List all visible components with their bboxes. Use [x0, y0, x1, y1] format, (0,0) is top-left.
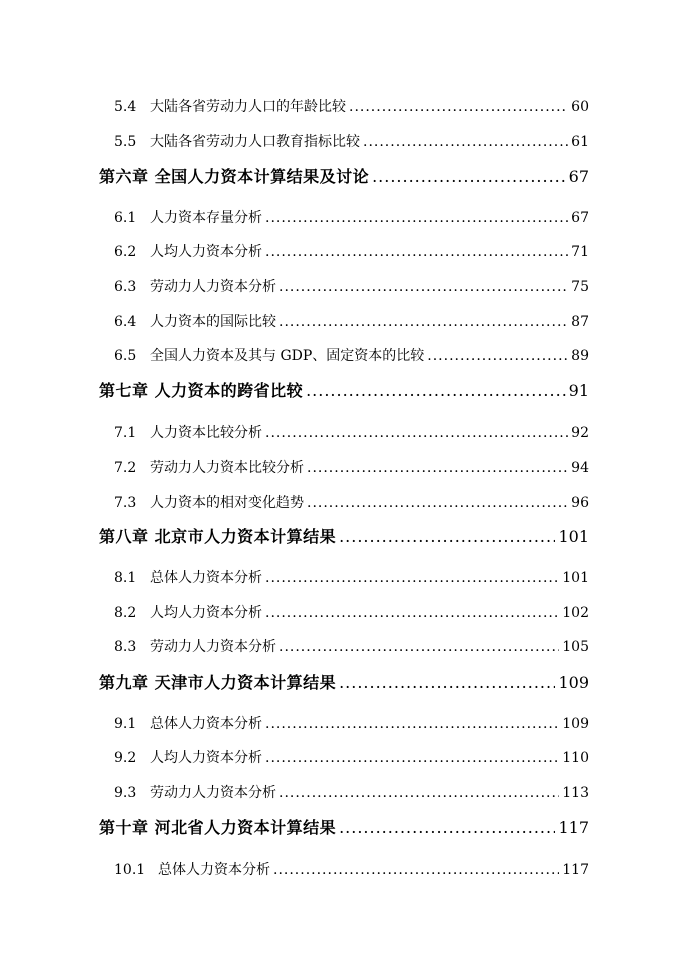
section-number: 6.2 — [114, 244, 137, 260]
section-title: 劳动力人力资本分析 — [150, 639, 276, 655]
section-number: 6.5 — [114, 348, 137, 364]
dot-leader — [265, 244, 568, 260]
dot-leader — [307, 460, 568, 476]
section-title: 大陆各省劳动力人口的年龄比较 — [150, 99, 346, 115]
toc-entry-8-1[interactable] — [114, 567, 589, 587]
dot-leader — [273, 862, 559, 878]
dot-leader — [265, 210, 568, 226]
section-number: 9.3 — [114, 785, 137, 801]
dot-leader — [265, 750, 559, 766]
dot-leader — [279, 314, 568, 330]
section-title: 劳动力人力资本比较分析 — [150, 460, 304, 476]
section-number: 9.2 — [114, 750, 137, 766]
page-number: 92 — [571, 425, 589, 441]
page-number: 67 — [571, 210, 589, 226]
dot-leader — [265, 425, 568, 441]
section-title: 全国人力资本及其与 GDP、固定资本的比较 — [150, 348, 425, 364]
toc-entry-6-5[interactable] — [114, 345, 589, 365]
chapter-title: 第七章 人力资本的跨省比较 — [99, 381, 304, 400]
dot-leader — [306, 381, 566, 400]
toc-entry-7-2[interactable] — [114, 457, 589, 477]
page-number: 67 — [568, 167, 589, 186]
chapter-title: 第九章 天津市人力资本计算结果 — [99, 673, 337, 692]
toc-entry-6-4[interactable] — [114, 311, 589, 331]
page-number: 94 — [571, 460, 589, 476]
toc-entry-9-2[interactable] — [114, 747, 589, 767]
dot-leader — [279, 785, 559, 801]
toc-entry-8-2[interactable] — [114, 602, 589, 622]
toc-chapter-8[interactable] — [99, 524, 589, 547]
dot-leader — [339, 673, 555, 692]
section-number: 8.3 — [114, 639, 137, 655]
toc-entry-7-1[interactable] — [114, 422, 589, 442]
dot-leader — [427, 348, 568, 364]
section-number: 7.3 — [114, 495, 137, 511]
page-number: 110 — [562, 750, 589, 766]
dot-leader — [339, 527, 555, 546]
section-number: 7.2 — [114, 460, 137, 476]
page-number: 61 — [571, 134, 589, 150]
toc-entry-9-1[interactable] — [114, 713, 589, 733]
chapter-title: 第六章 全国人力资本计算结果及讨论 — [99, 167, 370, 186]
section-title: 人力资本的国际比较 — [150, 314, 276, 330]
toc-entry-8-3[interactable] — [114, 636, 589, 656]
section-number: 10.1 — [114, 862, 146, 878]
toc-chapter-9[interactable] — [99, 670, 589, 693]
dot-leader — [363, 134, 568, 150]
section-number: 5.5 — [114, 134, 137, 150]
section-title: 人力资本的相对变化趋势 — [150, 495, 304, 511]
page-number: 96 — [571, 495, 589, 511]
section-title: 人均人力资本分析 — [150, 750, 262, 766]
section-number: 6.4 — [114, 314, 137, 330]
page-number: 109 — [562, 716, 589, 732]
page-number: 71 — [571, 244, 589, 260]
toc-entry-7-3[interactable] — [114, 492, 589, 512]
toc-chapter-10[interactable] — [99, 815, 589, 838]
section-title: 劳动力人力资本分析 — [150, 785, 276, 801]
page-number: 113 — [562, 785, 589, 801]
toc-chapter-6[interactable] — [99, 164, 589, 187]
page-number: 101 — [562, 570, 589, 586]
section-number: 7.1 — [114, 425, 137, 441]
toc-entry-6-1[interactable] — [114, 207, 589, 227]
dot-leader — [339, 818, 555, 837]
dot-leader — [279, 279, 568, 295]
chapter-title: 第十章 河北省人力资本计算结果 — [99, 818, 337, 837]
toc-entry-10-1[interactable] — [114, 859, 589, 879]
section-number: 8.1 — [114, 570, 137, 586]
page-number: 101 — [558, 527, 589, 546]
section-number: 6.1 — [114, 210, 137, 226]
dot-leader — [372, 167, 566, 186]
toc-entry-5-5[interactable] — [114, 131, 589, 151]
section-number: 8.2 — [114, 605, 137, 621]
section-title: 总体人力资本分析 — [158, 862, 270, 878]
toc-entry-9-3[interactable] — [114, 782, 589, 802]
chapter-title: 第八章 北京市人力资本计算结果 — [99, 527, 337, 546]
dot-leader — [349, 99, 568, 115]
dot-leader — [265, 570, 559, 586]
page-number: 75 — [571, 279, 589, 295]
page-number: 87 — [571, 314, 589, 330]
toc-chapter-7[interactable] — [99, 378, 589, 401]
dot-leader — [279, 639, 559, 655]
section-title: 总体人力资本分析 — [150, 570, 262, 586]
section-number: 6.3 — [114, 279, 137, 295]
page-number: 91 — [568, 381, 589, 400]
section-title: 劳动力人力资本分析 — [150, 279, 276, 295]
section-title: 人力资本比较分析 — [150, 425, 262, 441]
section-title: 人均人力资本分析 — [150, 244, 262, 260]
dot-leader — [265, 605, 559, 621]
toc-entry-6-2[interactable] — [114, 241, 589, 261]
section-title: 人均人力资本分析 — [150, 605, 262, 621]
page-number: 105 — [562, 639, 589, 655]
page-number: 102 — [562, 605, 589, 621]
page-number: 60 — [571, 99, 589, 115]
page-number: 89 — [571, 348, 589, 364]
page-number: 117 — [562, 862, 589, 878]
section-number: 5.4 — [114, 99, 137, 115]
section-title: 大陆各省劳动力人口教育指标比较 — [150, 134, 360, 150]
page-number: 117 — [558, 818, 589, 837]
dot-leader — [307, 495, 568, 511]
page-number: 109 — [558, 673, 589, 692]
toc-entry-6-3[interactable] — [114, 276, 589, 296]
section-title: 总体人力资本分析 — [150, 716, 262, 732]
section-number: 9.1 — [114, 716, 137, 732]
toc-entry-5-4[interactable] — [114, 96, 589, 116]
section-title: 人力资本存量分析 — [150, 210, 262, 226]
dot-leader — [265, 716, 559, 732]
